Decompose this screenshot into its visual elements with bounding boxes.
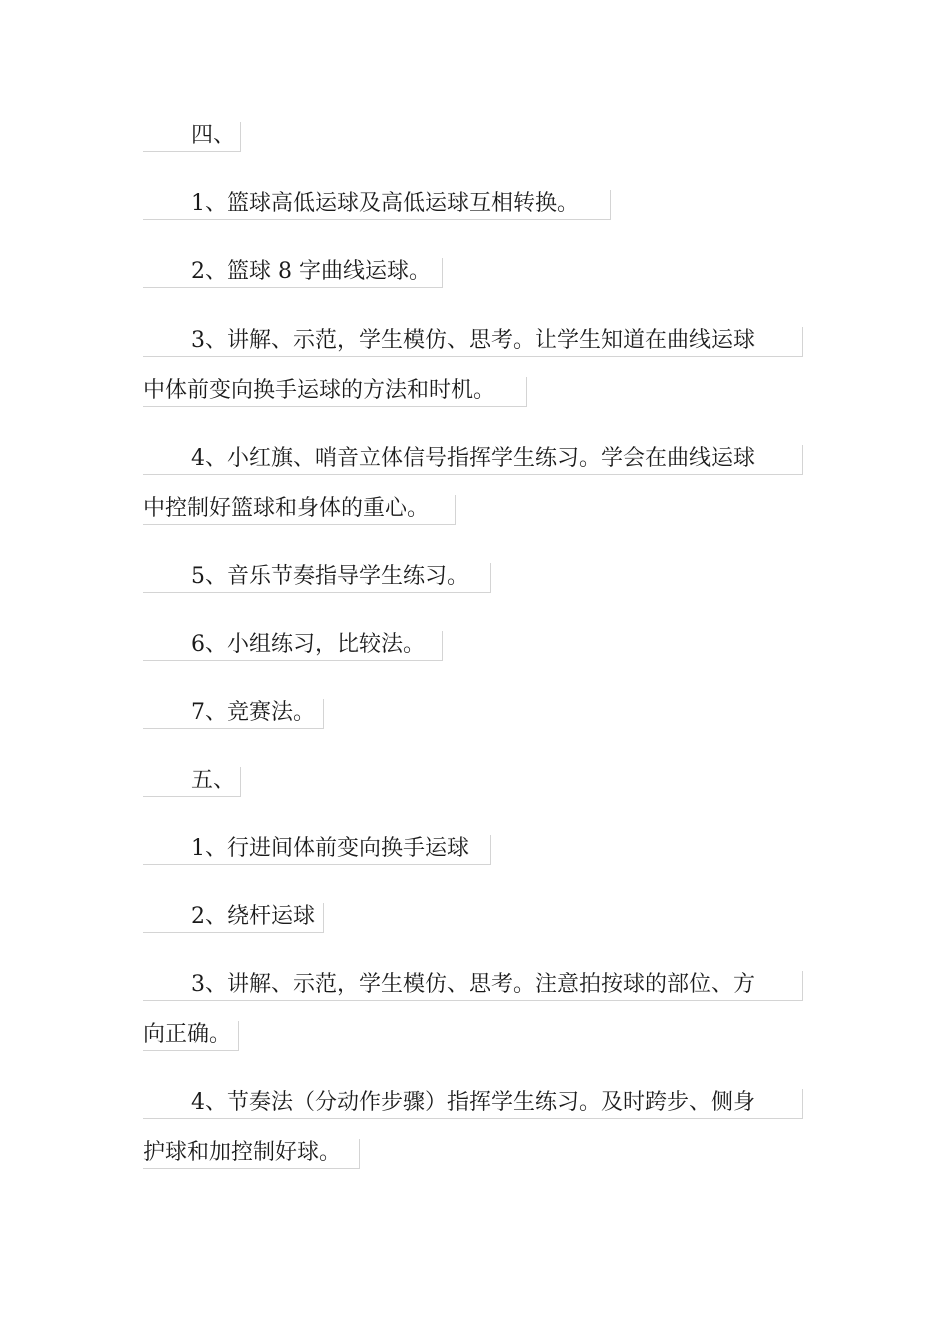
text-line: 7、竞赛法。: [191, 700, 315, 725]
section-heading-four: [143, 122, 241, 152]
text-line: 2、篮球 8 字曲线运球。: [191, 259, 431, 284]
list-item: [143, 563, 491, 593]
text-line: 护球和加控制好球。: [143, 1140, 342, 1165]
text-line: 1、行进间体前变向换手运球: [191, 836, 469, 861]
list-item: [143, 835, 491, 865]
list-item: [143, 445, 803, 475]
text-line: 2、绕杆运球: [191, 904, 315, 929]
list-item: [143, 327, 803, 357]
text-line: 向正确。: [143, 1022, 232, 1047]
list-item: [143, 631, 443, 661]
text-line: 4、节奏法（分动作步骤）指挥学生练习。及时跨步、侧身: [191, 1090, 755, 1115]
list-item: [143, 971, 803, 1001]
list-item-continuation: [143, 377, 527, 407]
list-item: [143, 1089, 803, 1119]
list-item: [143, 258, 443, 288]
list-item: [143, 190, 611, 220]
section-heading-five: [143, 767, 241, 797]
text-line: 1、篮球高低运球及高低运球互相转换。: [191, 191, 579, 216]
text-line: 3、讲解、示范，学生模仿、思考。注意拍按球的部位、方: [191, 972, 755, 997]
text-line: 四、: [191, 123, 236, 148]
list-item-continuation: [143, 495, 456, 525]
text-line: 4、小红旗、哨音立体信号指挥学生练习。学会在曲线运球: [191, 446, 755, 471]
list-item-continuation: [143, 1021, 239, 1051]
list-item: [143, 699, 324, 729]
text-line: 中控制好篮球和身体的重心。: [143, 496, 430, 521]
text-line: 中体前变向换手运球的方法和时机。: [143, 378, 496, 403]
text-line: 五、: [191, 768, 236, 793]
text-line: 6、小组练习，比较法。: [191, 632, 425, 657]
text-line: 3、讲解、示范，学生模仿、思考。让学生知道在曲线运球: [191, 328, 755, 353]
list-item-continuation: [143, 1139, 360, 1169]
list-item: [143, 903, 324, 933]
text-line: 5、音乐节奏指导学生练习。: [191, 564, 469, 589]
